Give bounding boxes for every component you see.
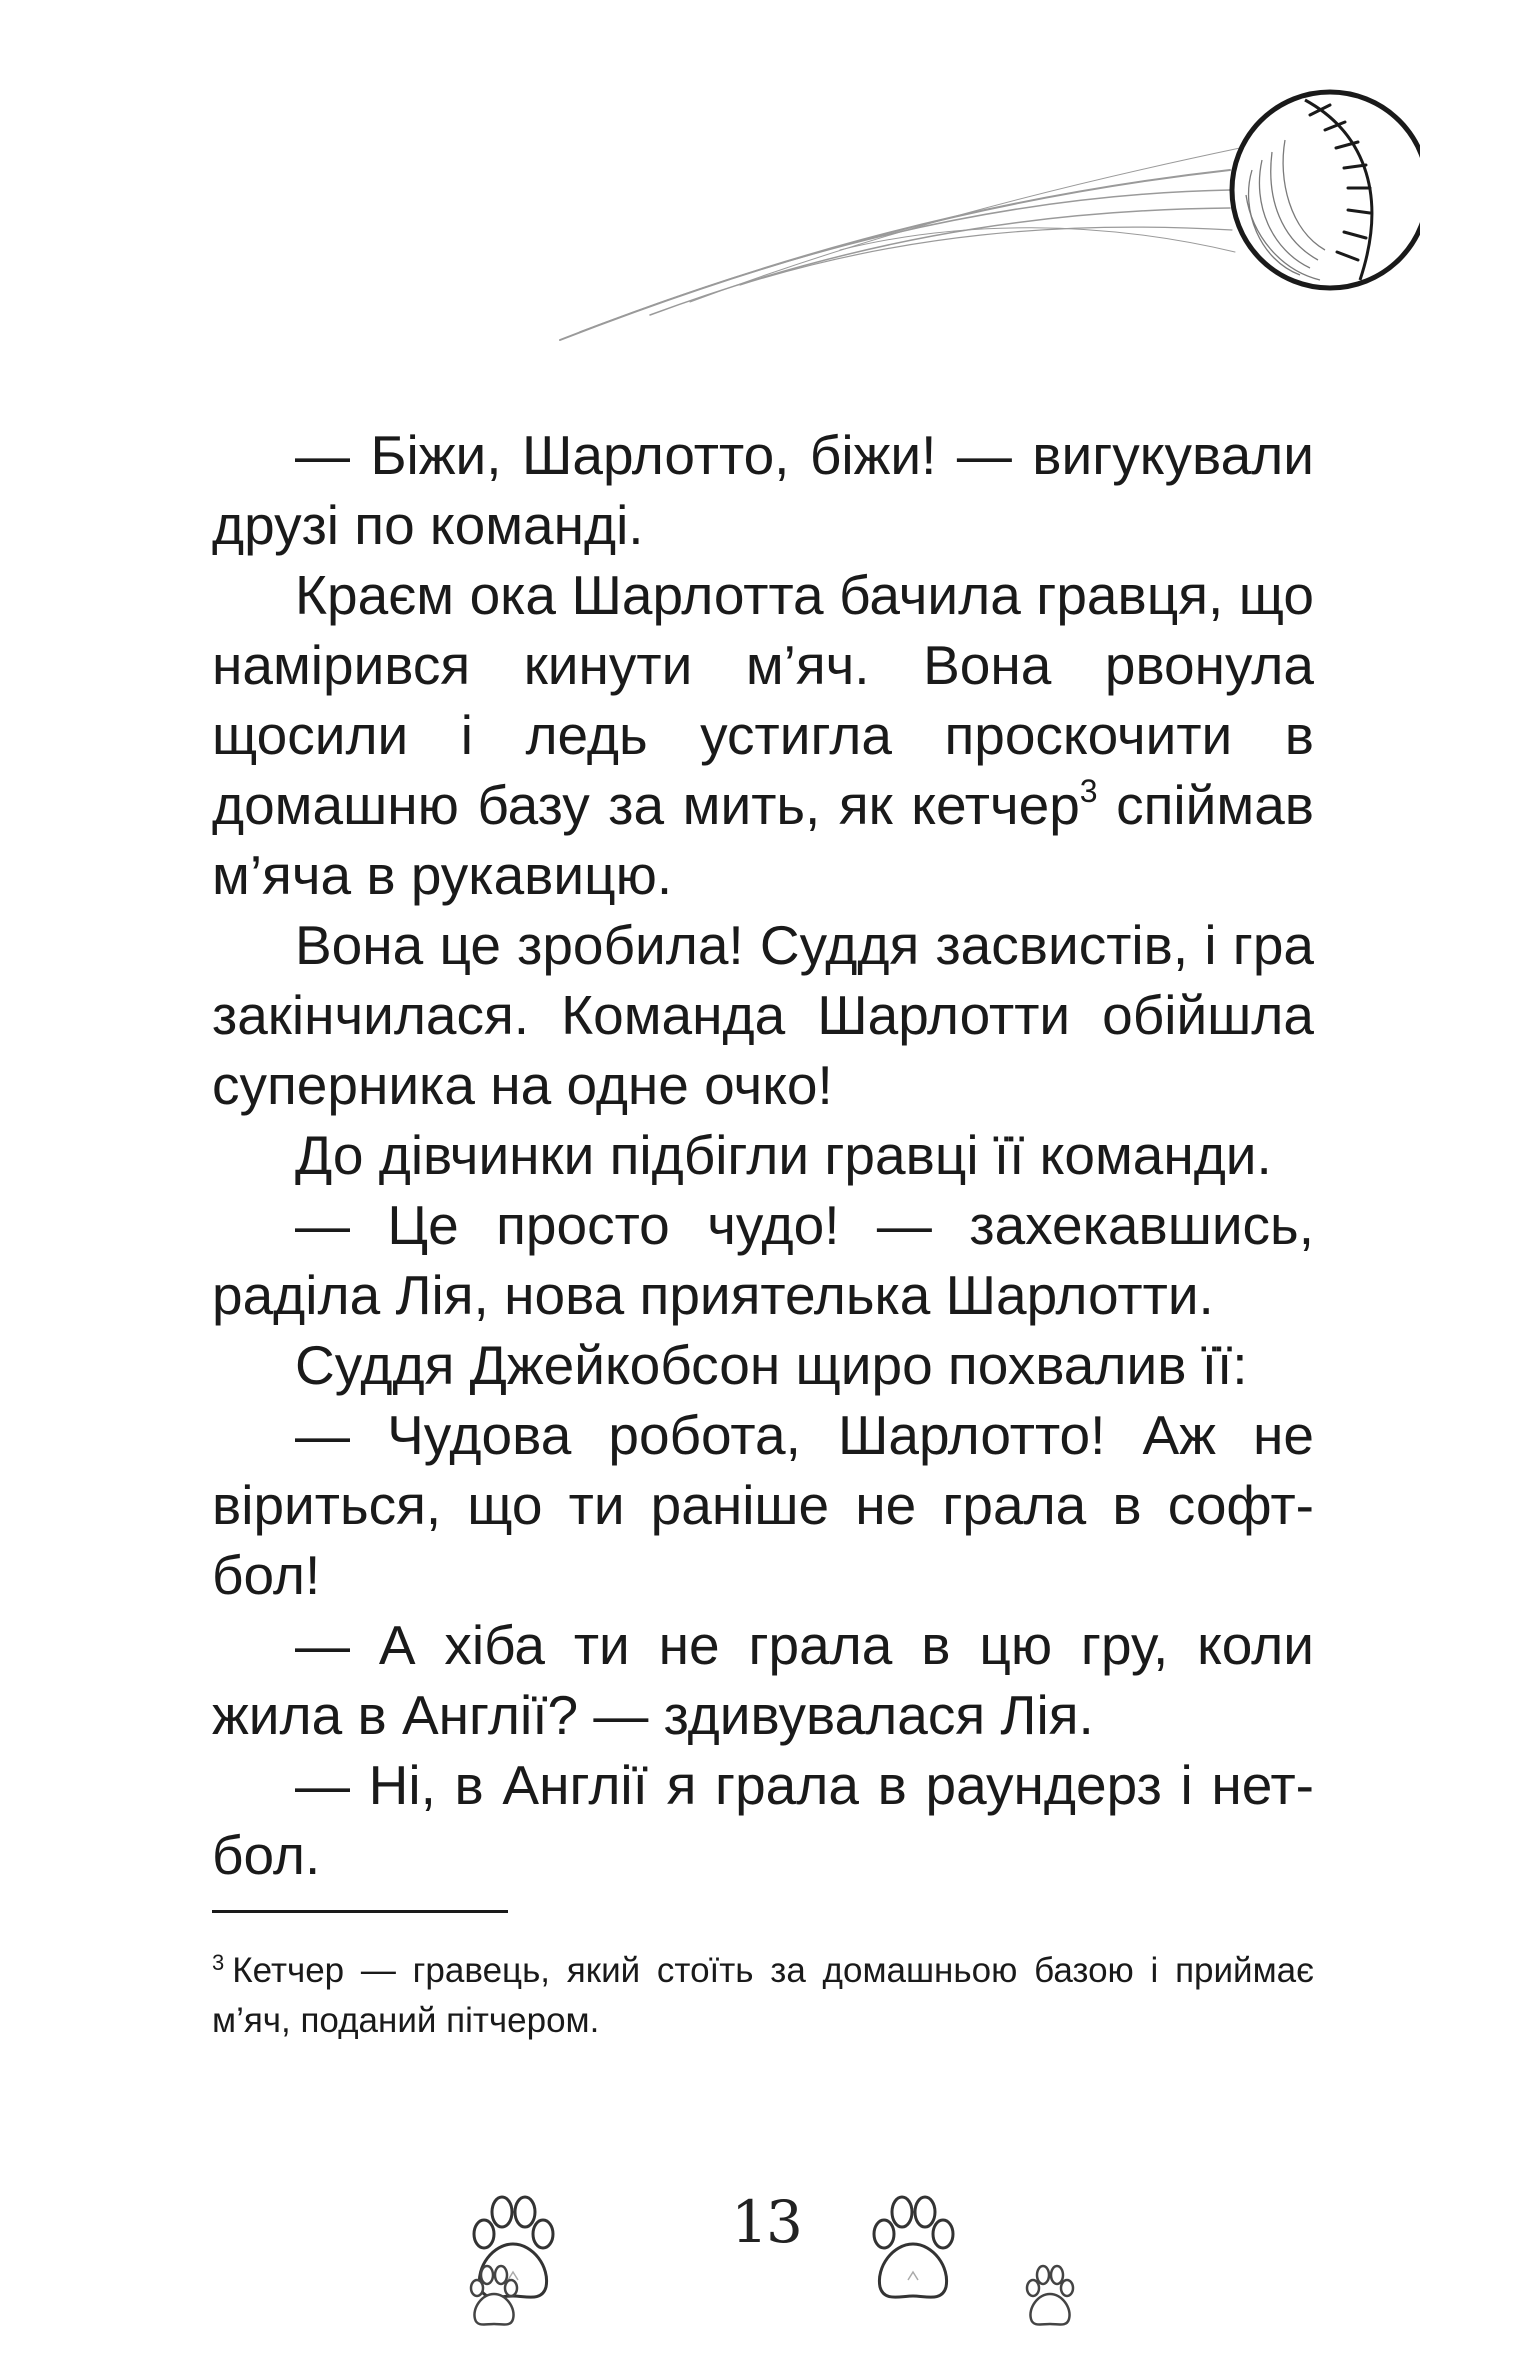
paragraph-text: Краєм ока Шарлотта бачила гравця, що намірився кинути м’яч. Вона рвонула щосили і ледь устигла проскочити в домашню базу за мить, як кетчер xyxy=(212,564,1314,836)
paragraph-text-tail: спіймав м’яча в рукавицю. xyxy=(212,774,1314,906)
softball-illustration xyxy=(540,70,1420,370)
paw-print-icon xyxy=(868,2192,958,2307)
paragraph: — Це просто чудо! — захекавшись, раділа Лія, нова приятелька Шарлотти. xyxy=(212,1194,1314,1326)
page-footer xyxy=(0,2180,1532,2340)
footnote-text: Кетчер — гравець, який стоїть за домашньою базою і приймає м’яч, поданий пітчером. xyxy=(212,1951,1314,2040)
footnote xyxy=(212,1938,1314,2046)
page-number: 13 xyxy=(731,2188,801,2256)
paragraph: — Чудова робота, Шарлотто! Аж не віриться, що ти раніше не грала в софтбол! xyxy=(212,1404,1314,1606)
footnote-divider xyxy=(212,1910,508,1913)
footnote-reference[interactable]: 3 xyxy=(1079,773,1098,809)
small-paw-print-icon-left xyxy=(468,2264,520,2328)
small-paw-print-icon-right xyxy=(1024,2264,1076,2328)
story-text xyxy=(212,420,1314,1890)
paragraph xyxy=(212,560,1314,910)
paragraph: — Біжи, Шарлотто, біжи! — вигукували друзі по команді. xyxy=(212,424,1314,556)
paragraph: Суддя Джейкобсон щиро похвалив її: xyxy=(295,1334,1248,1396)
paragraph: — А хіба ти не грала в цю гру, коли жила в Англії? — здивувалася Лія. xyxy=(212,1614,1314,1746)
paragraph: До дівчинки підбігли гравці її команди. xyxy=(295,1124,1272,1186)
footnote-mark: 3 xyxy=(212,1950,225,1975)
paragraph: Вона це зробила! Суддя засвистів, і гра закінчилася. Команда Шарлотти обійшла суперника на одне очко! xyxy=(212,914,1314,1116)
paragraph: — Ні, в Англії я грала в раундерз і нетбол. xyxy=(212,1754,1314,1886)
